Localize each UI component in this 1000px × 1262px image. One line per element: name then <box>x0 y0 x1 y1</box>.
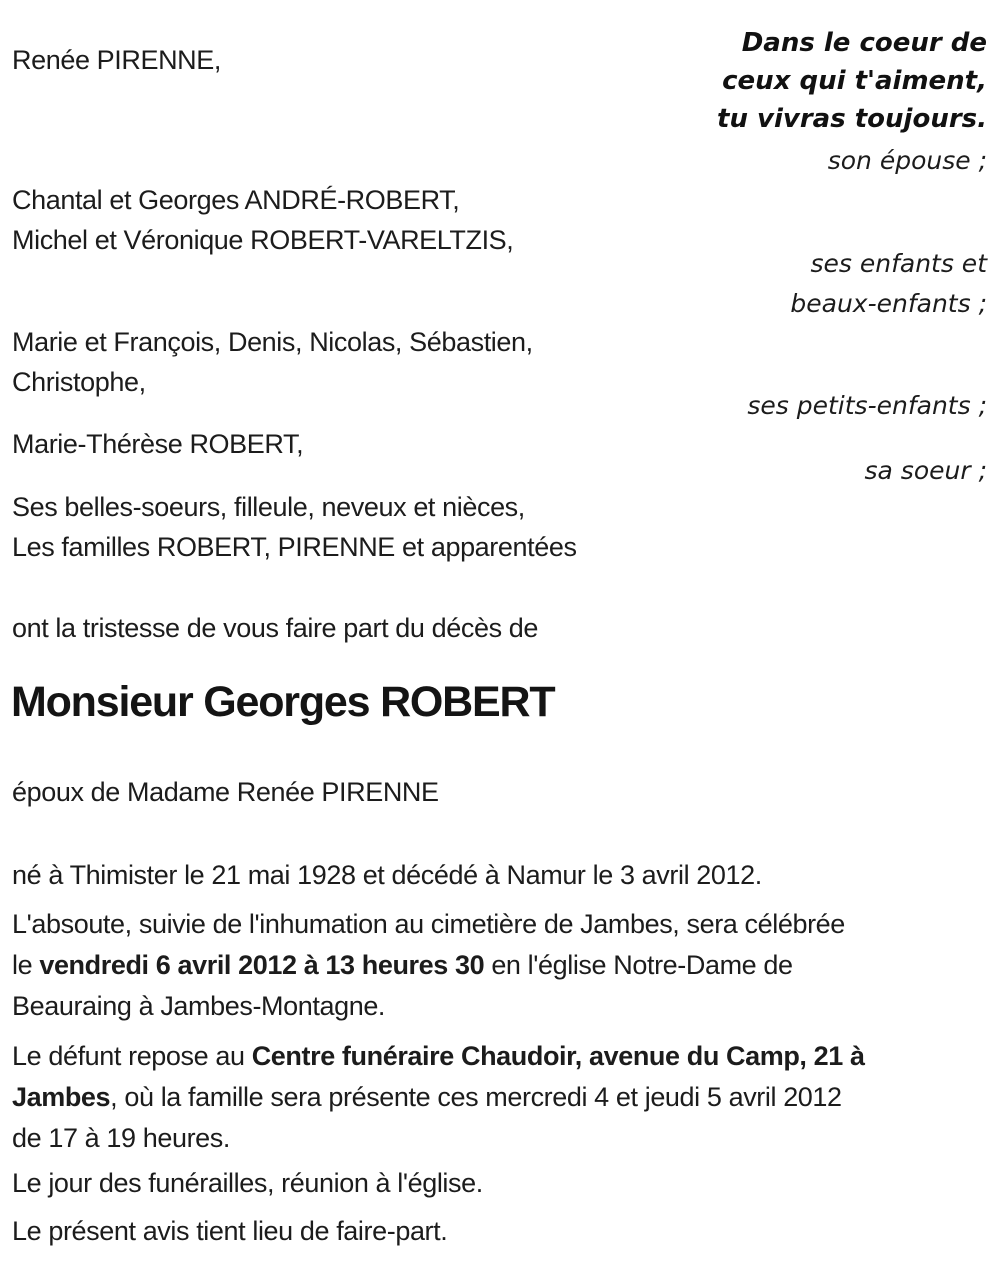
ceremony-line <box>12 986 845 1027</box>
family-name-line: Marie et François, Denis, Nicolas, Sébastien, <box>12 327 533 357</box>
ceremony-text: le <box>12 950 40 980</box>
widow-name: Renée PIRENNE, <box>12 45 221 75</box>
family-name-line: Ses belles-soeurs, filleule, neveux et nièces, <box>12 492 525 522</box>
ceremony-datetime: vendredi 6 avril 2012 à 13 heures 30 <box>39 950 485 980</box>
family-name-line: Christophe, <box>12 367 146 397</box>
repose-line <box>12 1118 865 1159</box>
announcement-line: ont la tristesse de vous faire part du décès de <box>12 613 539 643</box>
relation-label-line: ses enfants et <box>810 249 987 278</box>
repose-line <box>12 1036 865 1077</box>
ceremony-line <box>12 945 845 986</box>
family-name-line: Les familles ROBERT, PIRENNE et apparentées <box>12 532 577 562</box>
spouse-line: époux de Madame Renée PIRENNE <box>12 777 439 807</box>
relation-label-line: beaux-enfants ; <box>790 289 987 318</box>
repose-text: , où la famille sera présente ces mercredi 4 et jeudi 5 avril 2012 <box>110 1082 842 1112</box>
grandchildren-names <box>12 322 533 402</box>
funeral-home-address: Centre funéraire Chaudoir, avenue du Camp, 21 à <box>251 1041 865 1071</box>
epigraph-line: ceux qui t'aiment, <box>722 66 987 96</box>
epigraph-line: tu vivras toujours. <box>717 104 987 134</box>
family-name-line: Michel et Véronique ROBERT-VARELTZIS, <box>12 225 514 255</box>
birth-death-line: né à Thimister le 21 mai 1928 et décédé à Namur le 3 avril 2012. <box>12 860 762 890</box>
ceremony-line <box>12 904 845 945</box>
repose-paragraph <box>12 1036 865 1159</box>
epigraph-quote <box>717 24 987 138</box>
ceremony-text: en l'église Notre-Dame de <box>484 950 793 980</box>
repose-text: de 17 à 19 heures. <box>12 1123 230 1153</box>
children-names <box>12 180 513 260</box>
relation-label-grandchildren: ses petits-enfants ; <box>747 391 987 420</box>
ceremony-paragraph <box>12 904 845 1027</box>
closing-line: Le présent avis tient lieu de faire-part. <box>12 1216 448 1246</box>
epigraph-line: Dans le coeur de <box>741 28 987 58</box>
other-relatives <box>12 487 577 567</box>
relation-label-children <box>790 244 987 324</box>
repose-text: Le défunt repose au <box>12 1041 252 1071</box>
relation-label-spouse: son épouse ; <box>827 146 987 175</box>
family-name-line: Chantal et Georges ANDRÉ-ROBERT, <box>12 185 460 215</box>
funeral-home-city: Jambes <box>12 1082 111 1112</box>
ceremony-text: Beauraing à Jambes-Montagne. <box>12 991 386 1021</box>
ceremony-text: L'absoute, suivie de l'inhumation au cimetière de Jambes, sera célébrée <box>12 909 845 939</box>
deceased-name-heading: Monsieur Georges ROBERT <box>11 678 555 726</box>
sister-name: Marie-Thérèse ROBERT, <box>12 429 304 459</box>
funeral-day-line: Le jour des funérailles, réunion à l'église. <box>12 1168 483 1198</box>
relation-label-sister: sa soeur ; <box>864 456 987 485</box>
repose-line <box>12 1077 865 1118</box>
